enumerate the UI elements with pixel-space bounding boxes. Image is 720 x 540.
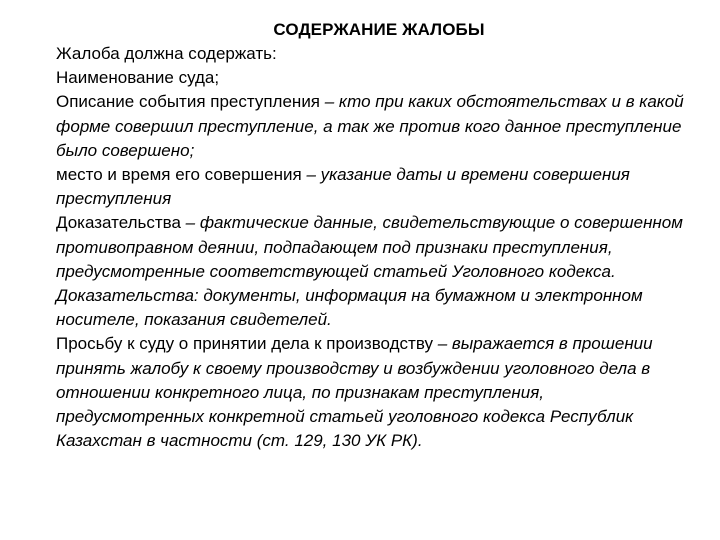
slide-title: СОДЕРЖАНИЕ ЖАЛОБЫ (273, 20, 485, 39)
item-separator: – (320, 92, 339, 112)
item-term: Описание события преступления (56, 92, 321, 112)
item-evidence (56, 211, 692, 332)
item-separator: – (301, 165, 321, 185)
item-description: выражается в прошении принять жалобу к своему производству и возбуждении уголовного дела в отношении конкретного лица, по признакам преступления, предусмотренных конкретной статьей уголовного кодекса Республик Казахстан в частности (ст. 129, 130 УК РК). (56, 334, 653, 451)
item-description: указание даты и времени совершения преступления (56, 165, 630, 209)
intro-line: Жалоба должна содержать: (56, 44, 277, 63)
item-suffix: ; (214, 68, 220, 88)
item-description: фактические данные, свидетельствующие о совершенном противоправном деянии, подпадающем под признаки преступления, предусмотренные соответствующей статьей Уголовного кодекса. Доказательства: документы, информация на бумажном и электронном носителе, показания свидетелей. (56, 213, 683, 330)
item-place-time (56, 163, 692, 211)
item-term: Наименование суда (56, 68, 215, 88)
slide-content (56, 18, 692, 453)
item-crime-description (56, 90, 692, 163)
item-separator: – (433, 334, 452, 354)
item-request (56, 332, 692, 453)
item-court-name (56, 66, 692, 90)
slide-body (56, 42, 692, 453)
item-term: Просьбу к суду о принятии дела к производству (56, 334, 433, 354)
item-term: место и время его совершения (56, 165, 302, 185)
item-term: Доказательства (56, 213, 181, 233)
item-separator: – (180, 213, 200, 233)
item-description: кто при каких обстоятельствах и в какой форме совершил преступление, а так же против кого данное преступление было совершено; (56, 92, 684, 160)
